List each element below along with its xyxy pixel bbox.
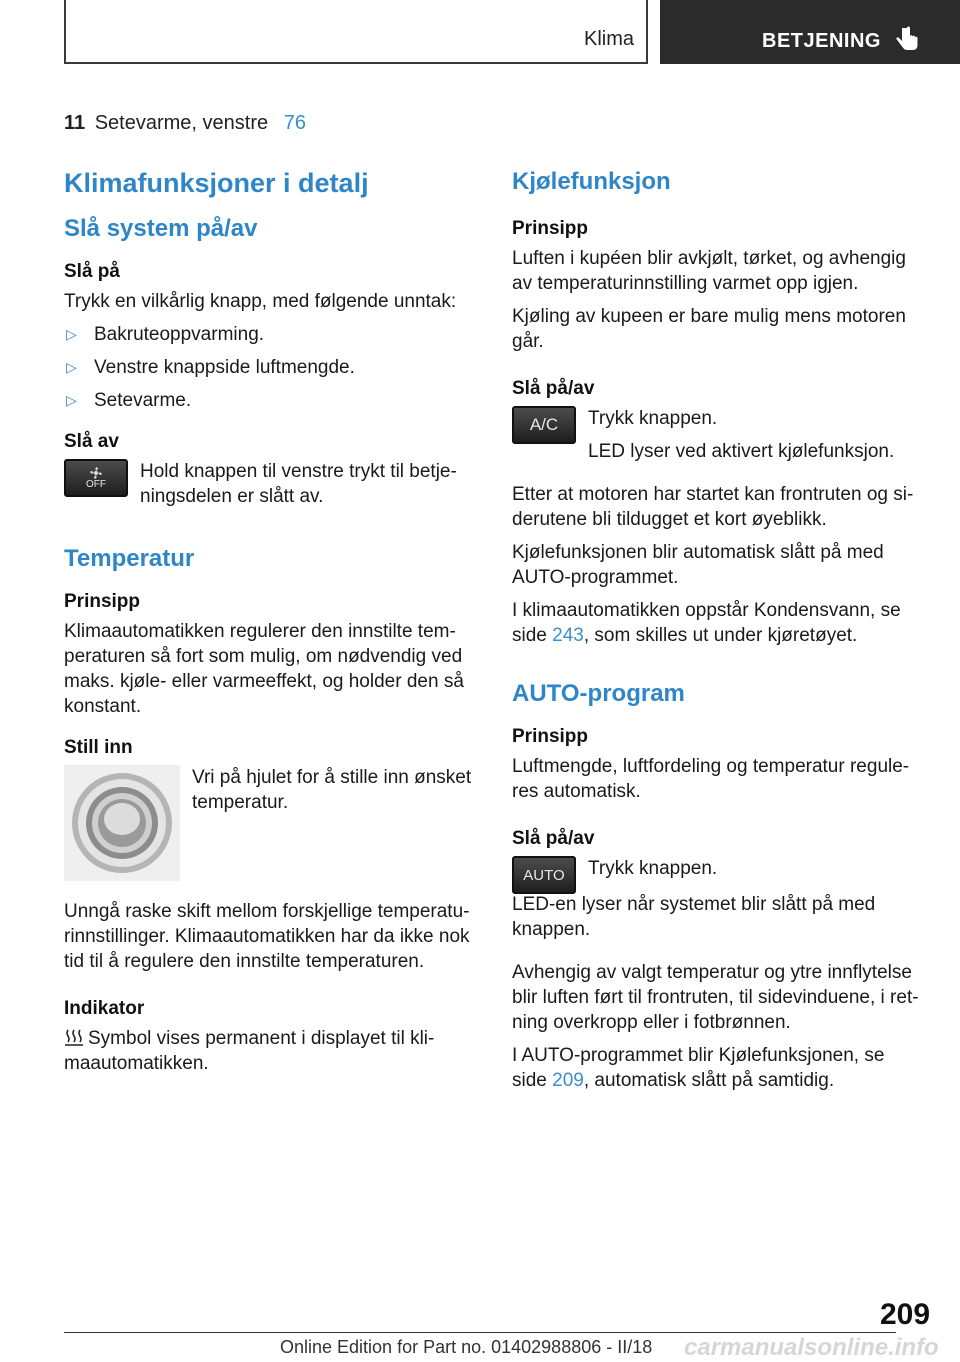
- warning-text: Unngå raske skift mellom forskjellige temperatu-rinnstillinger. Klimaautomatikken har da ikke nok tid til å regulere den innstilte temperaturen.: [64, 901, 470, 972]
- caption-text: Setevarme, venstre: [94, 112, 269, 134]
- page-link-209[interactable]: 209: [552, 1070, 584, 1091]
- temperature-dial-icon: [64, 765, 180, 881]
- auto-cooling-text: I AUTO-programmet blir Kjølefunksjonen, se side 209, automatisk slått på samtidig.: [512, 1045, 885, 1091]
- triangle-bullet-icon: ▷: [66, 392, 77, 408]
- temperature-heading: Temperatur: [64, 545, 195, 572]
- ac-press-text: Trykk knappen.: [588, 408, 718, 429]
- page-title: Klimafunksjoner i detalj: [64, 168, 369, 198]
- left-column: [64, 168, 474, 1084]
- ac-row: [512, 406, 924, 472]
- exception-list: [64, 322, 474, 413]
- footer-edition-text: Online Edition for Part no. 01402988806 - II/18: [280, 1337, 653, 1357]
- indicator-label: Symbol vises permanent i displayet til kli-maautomatikken.: [64, 1028, 435, 1074]
- cooling-principle-heading: Prinsipp: [512, 218, 589, 239]
- caption-number: 11: [64, 112, 86, 134]
- auto-distribution-text: Avhengig av valgt temperatur og ytre innflytelse blir luften ført til frontruten, til sidevinduene, i ret-ning overkropp eller i fotbrønnen.: [512, 962, 919, 1033]
- system-heading: Slå system på/av: [64, 215, 258, 242]
- indicator-text: [64, 1026, 474, 1076]
- hand-pointer-icon: [894, 26, 920, 54]
- ac-led-text: LED lyser ved aktivert kjølefunksjon.: [588, 441, 895, 462]
- switch-on-heading: Slå på: [64, 261, 120, 282]
- set-heading: Still inn: [64, 737, 133, 758]
- switch-off-text: Hold knappen til venstre trykt til betje-ningsdelen er slått av.: [140, 461, 457, 507]
- cooling-heading: Kjølefunksjon: [512, 168, 671, 195]
- fan-icon: [87, 466, 105, 480]
- cooling-toggle-heading: Slå på/av: [512, 378, 595, 399]
- page-link-243[interactable]: 243: [552, 625, 584, 646]
- off-fan-button-image: [64, 459, 128, 497]
- off-label: OFF: [86, 479, 106, 490]
- header-chapter-box: [660, 0, 960, 64]
- header-chapter-title: BETJENING: [762, 30, 881, 52]
- header-section-box: [64, 0, 648, 64]
- auto-principle-text: Luftmengde, luftfordeling og temperatur regule-res automatisk.: [512, 756, 910, 802]
- set-text: Vri på hjulet for å stille inn ønsket temperatur.: [192, 767, 472, 813]
- figure-caption: [64, 112, 306, 135]
- caption-page-link[interactable]: 76: [283, 112, 306, 134]
- list-item: ▷ Setevarme.: [66, 390, 192, 411]
- auto-button-image: AUTO: [512, 856, 576, 894]
- right-column: [512, 168, 924, 1101]
- heat-waves-icon: [64, 1028, 84, 1046]
- indicator-heading: Indikator: [64, 998, 145, 1019]
- switch-off-heading: Slå av: [64, 431, 119, 452]
- header-section-title: Klima: [583, 28, 634, 50]
- auto-row: [512, 856, 924, 894]
- switch-on-text: Trykk en vilkårlig knapp, med følgende unntak:: [64, 291, 457, 312]
- temperature-principle-heading: Prinsipp: [64, 591, 141, 612]
- auto-toggle-heading: Slå på/av: [512, 828, 595, 849]
- footer-divider: [64, 1332, 896, 1333]
- temperature-principle-text: Klimaautomatikken regulerer den innstilte tem-peraturen så fort som mulig, om nødvendig ved maks. kjøle- eller varmeeffekt, og holder den så konstant.: [64, 621, 464, 717]
- switch-off-row: [64, 459, 474, 517]
- ac-button-image: A/C: [512, 406, 576, 444]
- list-item: ▷ Venstre knappside luftmengde.: [66, 357, 355, 378]
- watermark: carmanualsonline.info: [684, 1334, 939, 1361]
- triangle-bullet-icon: ▷: [66, 359, 77, 375]
- auto-press-text: Trykk knappen.: [588, 858, 718, 879]
- condensate-text: I klimaautomatikken oppstår Kondensvann, se side 243, som skilles ut under kjøretøyet.: [512, 600, 901, 646]
- list-item: ▷ Bakruteoppvarming.: [66, 324, 265, 345]
- cooling-principle-text-1: Luften i kupéen blir avkjølt, tørket, og avhengig av temperaturinnstilling varmet opp igjen.: [512, 248, 906, 294]
- auto-program-heading: AUTO-program: [512, 680, 685, 707]
- page-number: 209: [880, 1298, 931, 1331]
- cooling-text-3: Etter at motoren har startet kan frontruten og si-derutene bli tildugget et kort øyeblikk.: [512, 484, 914, 530]
- auto-led-text: LED-en lyser når systemet blir slått på med knappen.: [512, 894, 876, 940]
- cooling-principle-text-2: Kjøling av kupeen er bare mulig mens motoren går.: [512, 306, 906, 352]
- set-row: [64, 765, 474, 881]
- cooling-text-4: Kjølefunksjonen blir automatisk slått på med AUTO-programmet.: [512, 542, 884, 588]
- auto-principle-heading: Prinsipp: [512, 726, 589, 747]
- triangle-bullet-icon: ▷: [66, 326, 77, 342]
